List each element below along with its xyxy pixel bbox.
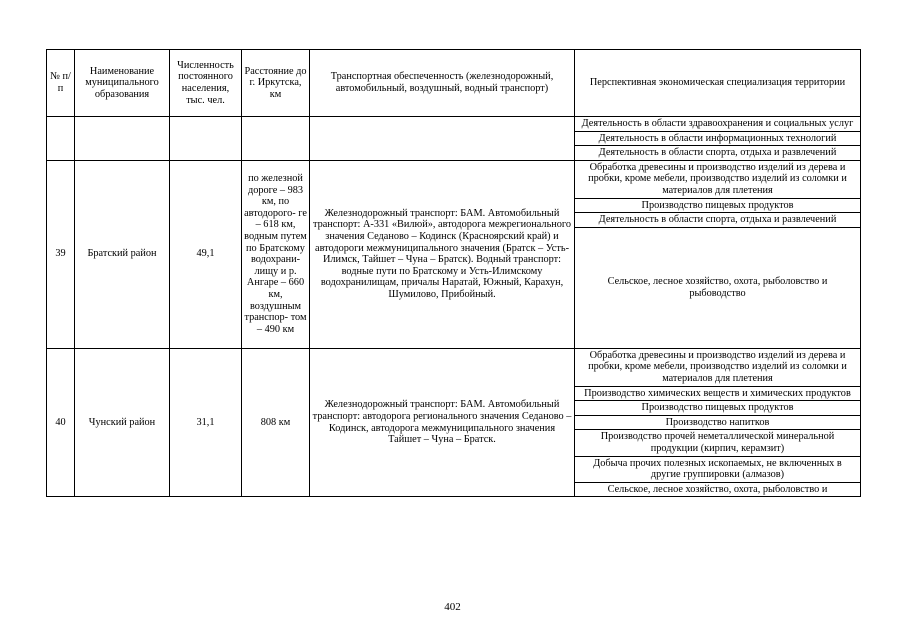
cell-specialization (575, 348, 861, 497)
cell-name: Чунский район (75, 348, 170, 497)
spec-item: Деятельность в области спорта, отдыха и развлечений (598, 147, 837, 159)
cell-population (170, 117, 242, 161)
spec-item: Сельское, лесное хозяйство, охота, рыболовство и (607, 483, 828, 495)
spec-item: Обработка древесины и производство изделий из дерева и пробки, кроме мебели, производство изделий из соломки и материалов для плетения (575, 161, 860, 199)
cell-population: 49,1 (170, 160, 242, 348)
header-distance: Расстояние до г. Иркутска, км (242, 50, 310, 117)
header-specialization: Перспективная экономическая специализация территории (575, 50, 861, 117)
spec-item: Производство пищевых продуктов (575, 199, 860, 214)
cell-specialization (575, 160, 861, 348)
header-no: № п/п (47, 50, 75, 117)
cell-transport: Железнодорожный транспорт: БАМ. Автомобильный транспорт: А-331 «Вилюй», автодорога межрегионального значения Седаново – Кодинск (Красноярский край) и автодороги межмуниципального значения (Братск – Усть-Илимск, Тайшет – Чуна – Братск). Водный транспорт: водные пути по Братскому и Усть-Илимскому водохранилищам, причалы Наратай, Южный, Карахун, Шумилово, Прибойный. (310, 160, 575, 348)
header-transport: Транспортная обеспеченность (железнодорожный, автомобильный, воздушный, водный транспорт) (310, 50, 575, 117)
spec-item: Деятельность в области информационных технологий (575, 132, 860, 147)
table-header-row (47, 50, 861, 117)
spec-item: Деятельность в области здравоохранения и социальных услуг (575, 117, 860, 132)
spec-item: Обработка древесины и производство изделий из дерева и пробки, кроме мебели, производство изделий из соломки и материалов для плетения (575, 349, 860, 387)
cell-no: 40 (47, 348, 75, 497)
header-population: Численность постоянного населения, тыс. чел. (170, 50, 242, 117)
cell-distance: 808 км (242, 348, 310, 497)
page-number: 402 (444, 601, 461, 613)
territory-table (46, 49, 861, 497)
header-name: Наименование муниципального образования (75, 50, 170, 117)
cell-transport: Железнодорожный транспорт: БАМ. Автомобильный транспорт: автодорога регионального значения Седаново – Кодинск, автодорога межмуниципального значения Тайшет – Чуна – Братск. (310, 348, 575, 497)
spec-item: Добыча прочих полезных ископаемых, не включенных в другие группировки (алмазов) (575, 457, 860, 483)
cell-transport (310, 117, 575, 161)
cell-no: 39 (47, 160, 75, 348)
spec-item: Деятельность в области спорта, отдыха и развлечений (575, 213, 860, 228)
cell-name (75, 117, 170, 161)
cell-name: Братский район (75, 160, 170, 348)
spec-item: Производство напитков (575, 416, 860, 431)
spec-item: Производство химических веществ и химических продуктов (575, 387, 860, 402)
table-row-continuation (47, 117, 861, 161)
table-row-chunsky (47, 348, 861, 497)
cell-specialization (575, 117, 861, 161)
cell-no (47, 117, 75, 161)
table-row-bratsky (47, 160, 861, 348)
cell-distance (242, 117, 310, 161)
spec-item: Производство прочей неметаллической минеральной продукции (кирпич, керамзит) (575, 430, 860, 456)
cell-distance: по железной дороге – 983 км, по автодорого- ге – 618 км, водным путем по Братскому водохрани- лищу и р. Ангаре – 660 км, воздушным транспор- том – 490 км (242, 160, 310, 348)
cell-population: 31,1 (170, 348, 242, 497)
spec-item: Производство пищевых продуктов (575, 401, 860, 416)
spec-item: Сельское, лесное хозяйство, охота, рыболовство и рыбоводство (607, 276, 828, 299)
